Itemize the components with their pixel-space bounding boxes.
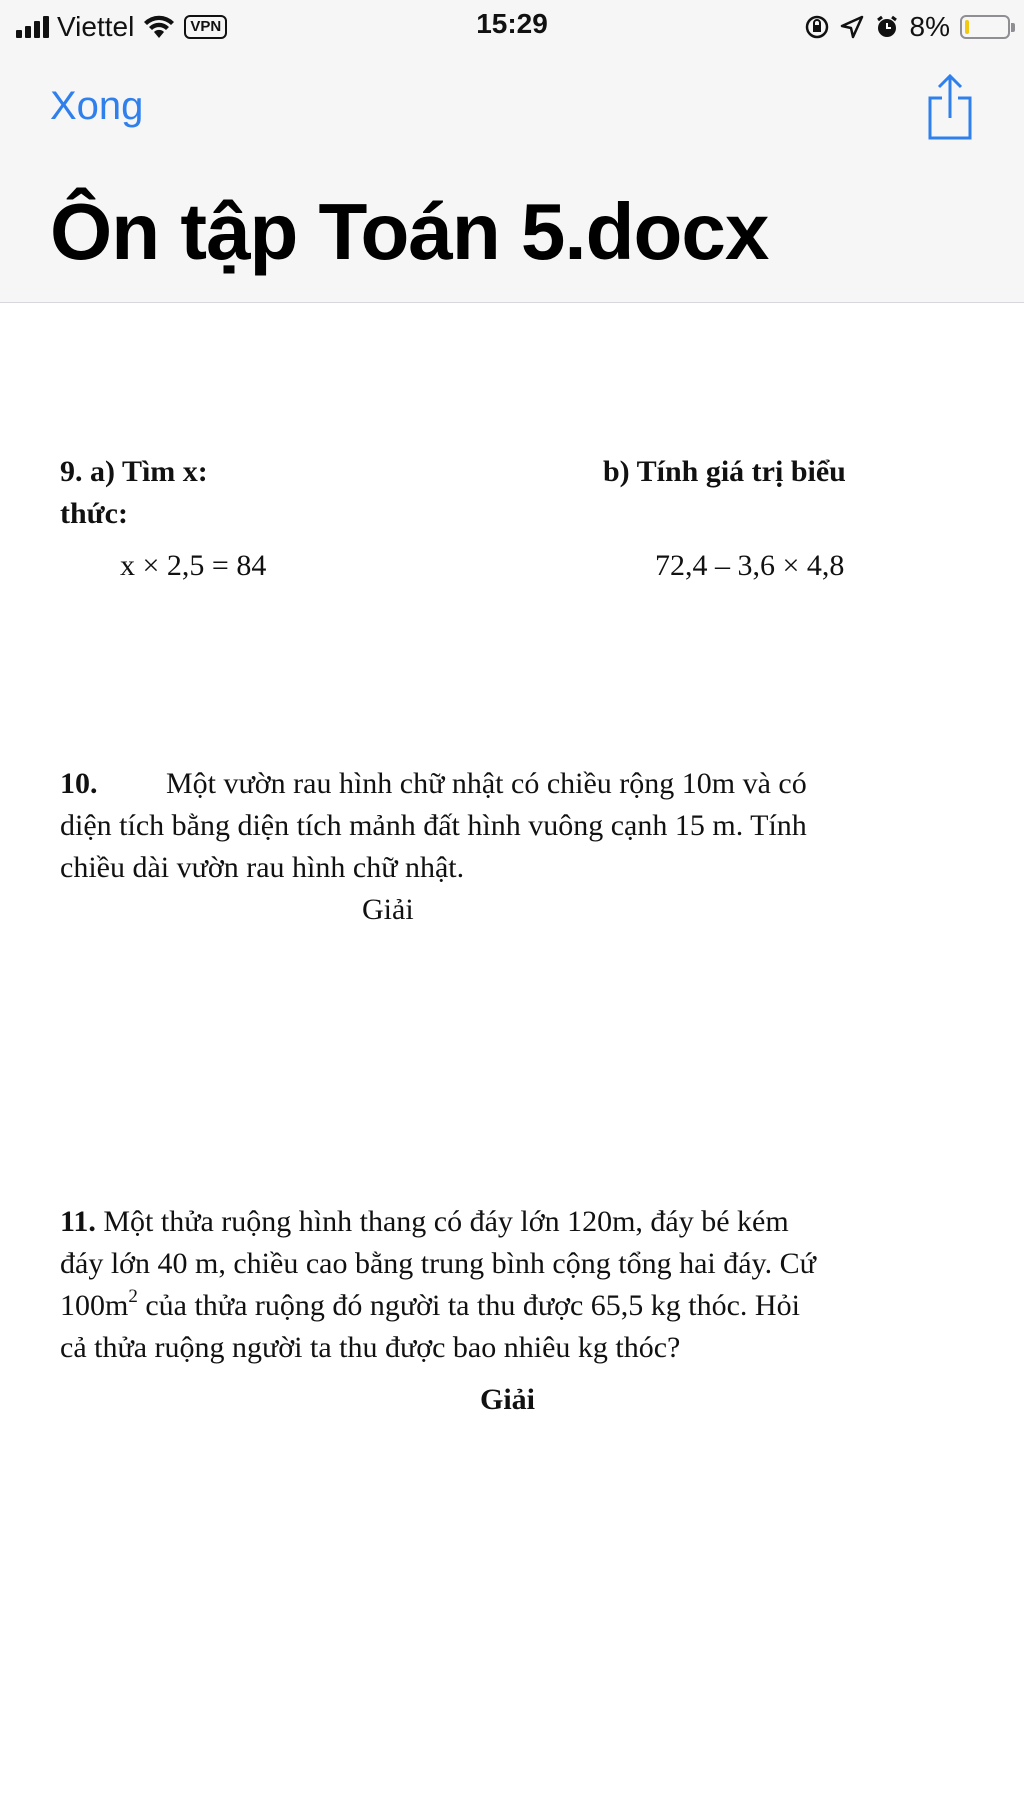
document-content xyxy=(0,302,1024,1820)
orientation-lock-icon xyxy=(804,14,830,40)
q9-a-label: 9. a) Tìm x: xyxy=(60,455,208,488)
q11-area-exponent: 2 xyxy=(128,1286,138,1307)
q11-line-3-text: của thửa ruộng đó người ta thu được 65,5 kg thóc. Hỏi xyxy=(137,1289,800,1322)
alarm-icon xyxy=(874,14,900,40)
q10-line-2: diện tích bằng diện tích mảnh đất hình vuông cạnh 15 m. Tính xyxy=(60,809,807,842)
q9-b-label: b) Tính giá trị biểu xyxy=(603,455,846,488)
status-time: 15:29 xyxy=(476,8,548,39)
q10-number: 10. xyxy=(60,767,98,800)
status-bar xyxy=(0,0,1024,54)
q10-solution-heading: Giải xyxy=(362,893,414,926)
q11-line-2: đáy lớn 40 m, chiều cao bằng trung bình cộng tổng hai đáy. Cứ xyxy=(60,1247,816,1280)
battery-icon xyxy=(960,15,1010,39)
q11-solution-heading: Giải xyxy=(480,1383,536,1416)
status-right xyxy=(804,10,1010,44)
q11-line-4: cả thửa ruộng người ta thu được bao nhiêu kg thóc? xyxy=(60,1331,681,1364)
q11-number: 11. xyxy=(60,1205,96,1238)
q11-line-3 xyxy=(60,1288,800,1324)
document-header xyxy=(0,54,1024,303)
q11-area-value: 100m xyxy=(60,1289,129,1322)
battery-percent: 8% xyxy=(909,11,950,42)
q9-a-expression: x × 2,5 = 84 xyxy=(120,549,267,582)
document-title: Ôn tập Toán 5.docx xyxy=(50,187,769,276)
vpn-badge: VPN xyxy=(184,15,227,39)
q10-line-3: chiều dài vườn rau hình chữ nhật. xyxy=(60,851,465,884)
q11-line-1-text: Một thửa ruộng hình thang có đáy lớn 120m, đáy bé kém xyxy=(95,1205,789,1238)
q11-line-1 xyxy=(60,1204,789,1240)
battery-level xyxy=(965,20,969,34)
q10-line-1: Một vườn rau hình chữ nhật có chiều rộng 10m và có xyxy=(166,767,807,800)
done-button[interactable]: Xong xyxy=(50,84,144,128)
q9-b-label-wrap: thức: xyxy=(60,497,128,530)
q9-b-expression: 72,4 – 3,6 × 4,8 xyxy=(655,549,845,582)
location-arrow-icon xyxy=(840,15,864,39)
carrier-name: Viettel xyxy=(57,11,135,42)
share-icon[interactable] xyxy=(924,70,976,142)
